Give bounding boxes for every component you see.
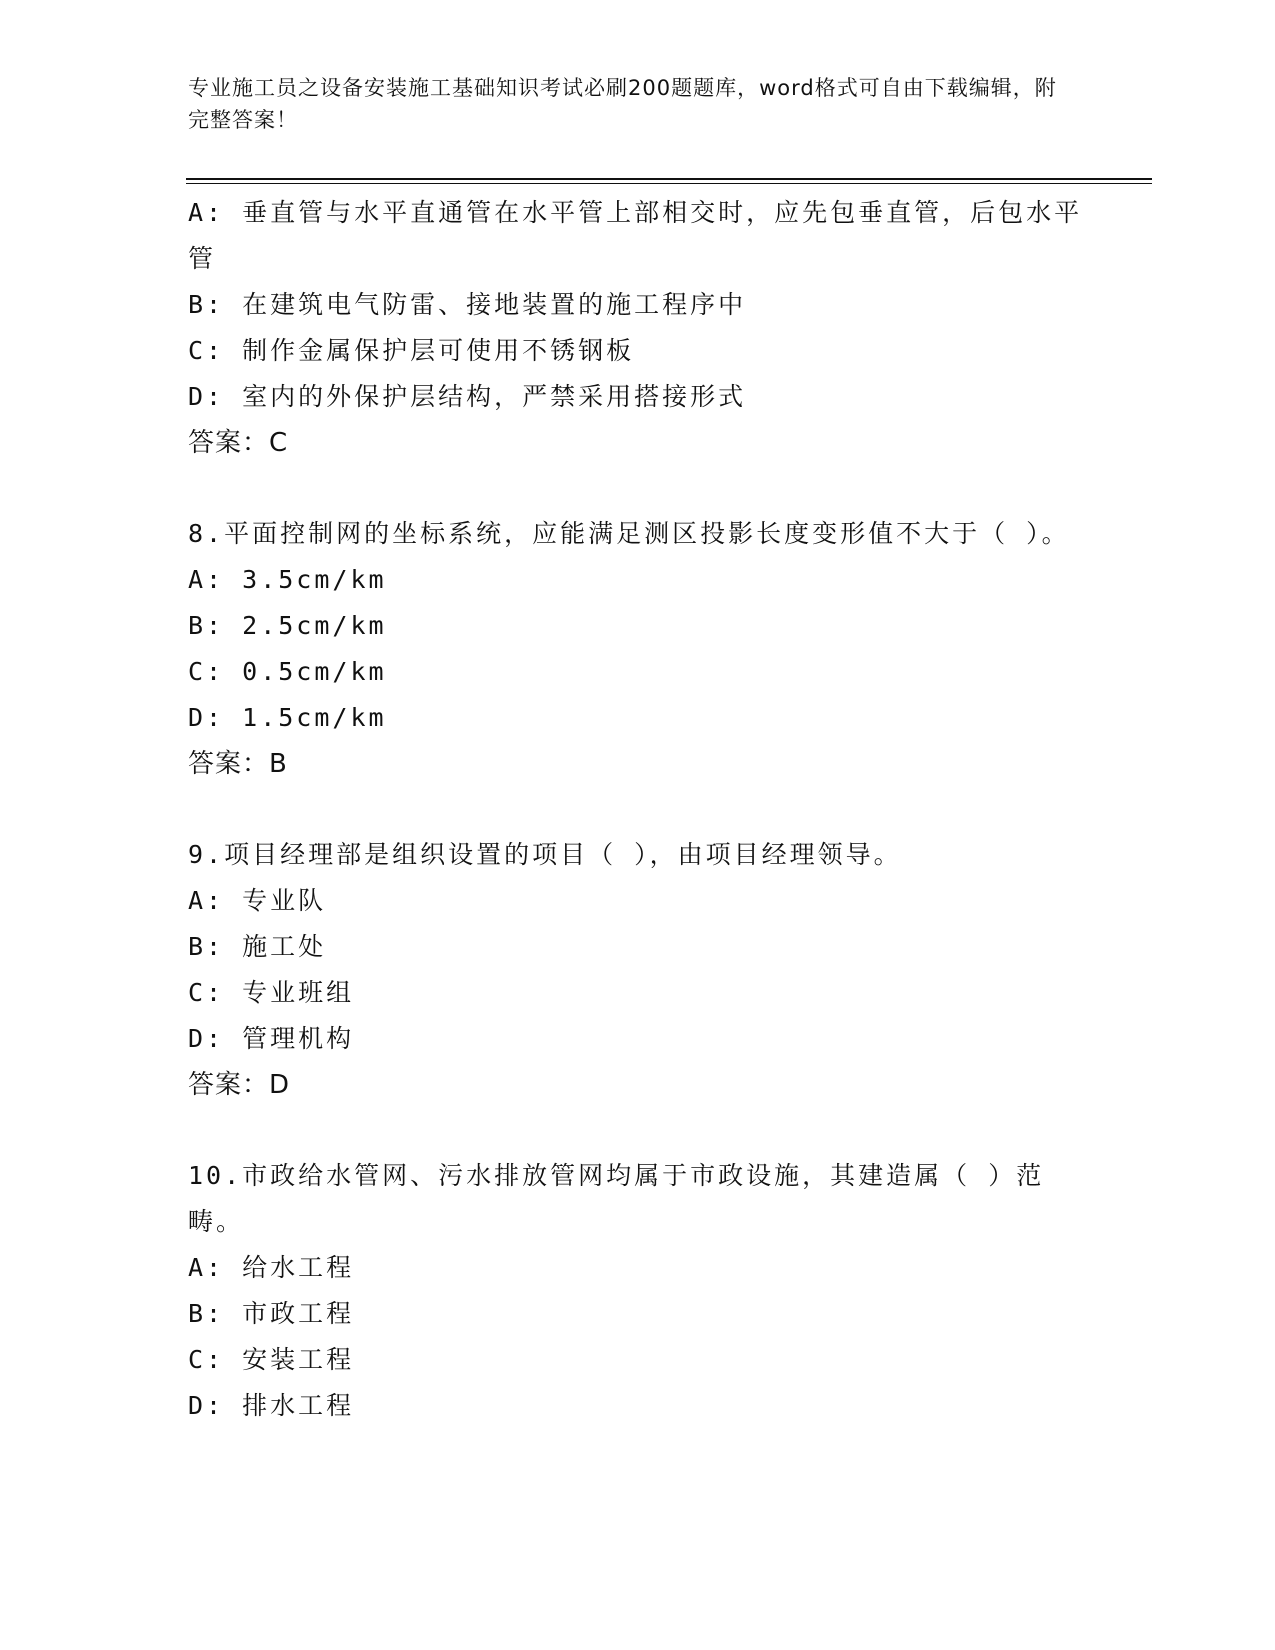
q7-answer: 答案：C	[188, 428, 289, 458]
q7-option-c: C: 制作金属保护层可使用不锈钢板	[188, 336, 635, 365]
question-spacer	[188, 787, 1088, 832]
q8-answer: 答案：B	[188, 749, 288, 779]
q10-option-d: D: 排水工程	[188, 1391, 355, 1420]
q8-stem: 8.平面控制网的坐标系统，应能满足测区投影长度变形值不大于（ ）。	[188, 519, 1070, 548]
q8-option-c: C: 0.5cm/km	[188, 657, 387, 686]
q9-option-b: B: 施工处	[188, 932, 327, 961]
page-header-title: 专业施工员之设备安装施工基础知识考试必刷200题题库，word格式可自由下载编辑，附完整答案！	[188, 76, 1057, 132]
q10-option-b: B: 市政工程	[188, 1299, 355, 1328]
question-8	[188, 511, 1088, 787]
q8-option-a: A: 3.5cm/km	[188, 565, 387, 594]
question-7	[188, 190, 1088, 466]
q10-option-a: A: 给水工程	[188, 1253, 355, 1282]
q8-option-d: D: 1.5cm/km	[188, 703, 387, 732]
question-spacer	[188, 466, 1088, 511]
q9-stem: 9.项目经理部是组织设置的项目（ ），由项目经理领导。	[188, 840, 902, 869]
q7-option-d: D: 室内的外保护层结构，严禁采用搭接形式	[188, 382, 747, 411]
q9-answer: 答案：D	[188, 1070, 291, 1100]
question-10	[188, 1153, 1088, 1429]
q8-option-b: B: 2.5cm/km	[188, 611, 387, 640]
question-spacer	[188, 1108, 1088, 1153]
question-content	[188, 190, 1088, 1429]
q10-stem: 10.市政给水管网、污水排放管网均属于市政设施，其建造属（ ）范畴。	[188, 1161, 1045, 1236]
header-divider-thick	[186, 178, 1152, 180]
q9-option-c: C: 专业班组	[188, 978, 355, 1007]
q9-option-d: D: 管理机构	[188, 1024, 355, 1053]
q10-option-c: C: 安装工程	[188, 1345, 355, 1374]
q7-option-b: B: 在建筑电气防雷、接地装置的施工程序中	[188, 290, 747, 319]
header-divider-thin	[186, 183, 1152, 184]
q9-option-a: A: 专业队	[188, 886, 327, 915]
q7-option-a: A: 垂直管与水平直通管在水平管上部相交时，应先包垂直管，后包水平管	[188, 198, 1083, 273]
question-9	[188, 832, 1088, 1108]
